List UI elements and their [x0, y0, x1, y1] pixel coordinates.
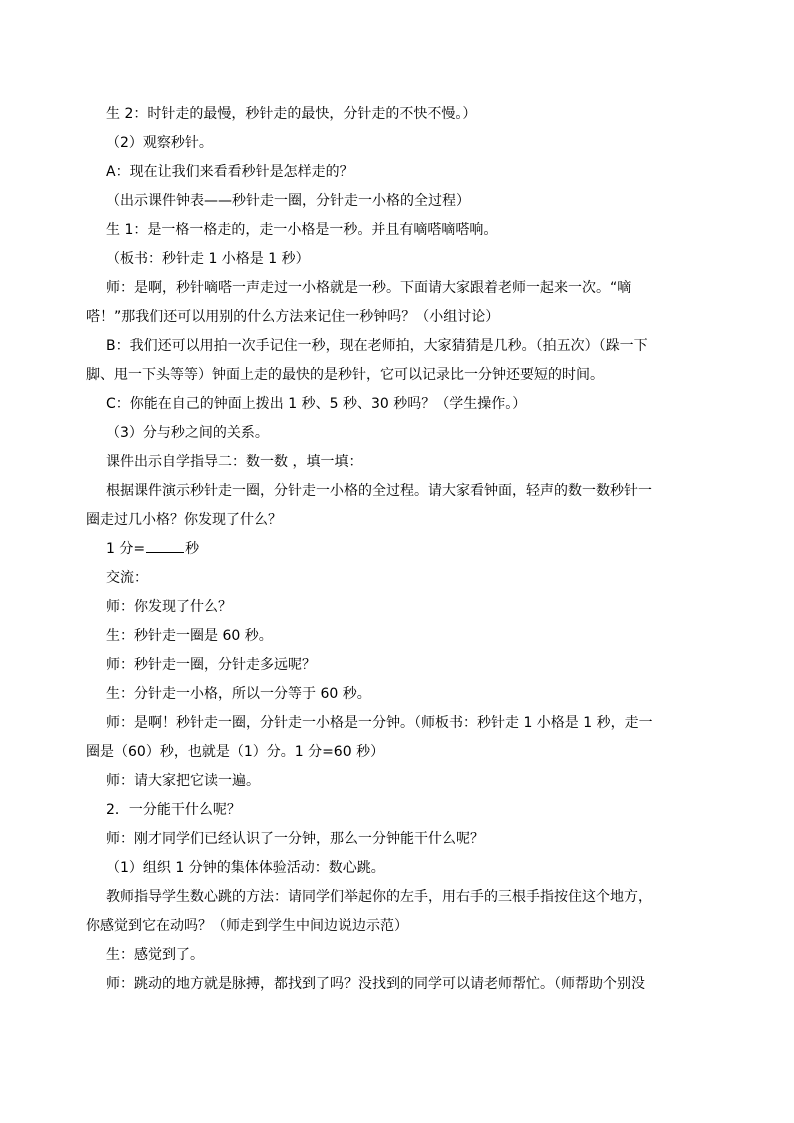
paragraph-section-c: C：你能在自己的钟面上拨出 1 秒、5 秒、30 秒吗？（学生操作。）: [106, 396, 527, 412]
paragraph-show-courseware: （出示课件钟表——秒针走一圈，分针走一小格的全过程）: [106, 193, 470, 209]
paragraph-heartbeat-method-line2: 你感觉到它在动吗？（师走到学生中间边说边示范）: [86, 918, 408, 934]
paragraph-minute-second-relation: （3）分与秒之间的关系。: [106, 425, 269, 441]
fill-blank-prefix: 1 分=: [106, 541, 146, 557]
paragraph-teacher-tick-line1: 师：是啊，秒针嘀嗒一声走过一小格就是一秒。下面请大家跟着老师一起来一次。“嘀: [106, 280, 632, 296]
paragraph-teacher-pulse: 师：跳动的地方就是脉搏，都找到了吗？没找到的同学可以请老师帮忙。（师帮助个别没: [106, 976, 645, 992]
paragraph-student2-answer: 生 2：时针走的最慢，秒针走的最快，分针走的不快不慢。）: [106, 106, 477, 122]
paragraph-heading-one-minute: 2．一分能干什么呢？: [106, 802, 241, 818]
paragraph-teacher-board-line1: 师：是啊！秒针走一圈，分针走一小格是一分钟。（师板书：秒针走 1 小格是 1 秒，走一: [106, 715, 653, 731]
paragraph-section-b-line2: 脚、甩一下头等等）钟面上走的最快的是秒针，它可以记录比一分钟还要短的时间。: [86, 367, 604, 383]
paragraph-exchange: 交流：: [106, 570, 148, 586]
paragraph-demo-line2: 圈走过几小格？你发现了什么？: [86, 512, 282, 528]
paragraph-heartbeat-method-line1: 教师指导学生数心跳的方法：请同学们举起你的左手，用右手的三根手指按住这个地方，: [106, 889, 652, 905]
paragraph-self-study-guide: 课件出示自学指导二：数一数 ，填一填：: [106, 454, 363, 470]
paragraph-student-felt: 生：感觉到了。: [106, 947, 204, 963]
paragraph-read-aloud: 师：请大家把它读一遍。: [106, 773, 260, 789]
paragraph-demo-line1: 根据课件演示秒针走一圈，分针走一小格的全过程。请大家看钟面，轻声的数一数秒针一: [106, 483, 652, 499]
fill-blank-suffix: 秒: [185, 541, 200, 557]
paragraph-teacher-how-far: 师：秒针走一圈，分针走多远呢？: [106, 657, 316, 673]
paragraph-section-a: A：现在让我们来看看秒针是怎样走的？: [106, 164, 354, 180]
paragraph-teacher-tick-line2: 嗒！”那我们还可以用别的什么方法来记住一秒钟吗？（小组讨论）: [86, 309, 500, 325]
paragraph-student-one-minute: 生：分针走一小格，所以一分等于 60 秒。: [106, 686, 371, 702]
paragraph-heartbeat-activity: （1）组织 1 分钟的集体体验活动：数心跳。: [106, 860, 385, 876]
paragraph-board-note: （板书：秒针走 1 小格是 1 秒）: [106, 251, 310, 267]
paragraph-teacher-question: 师：你发现了什么？: [106, 599, 232, 615]
paragraph-teacher-one-minute: 师：刚才同学们已经认识了一分钟，那么一分钟能干什么呢？: [106, 831, 484, 847]
paragraph-section-b-line1: B：我们还可以用拍一次手记住一秒，现在老师拍，大家猜猜是几秒。（拍五次）（跺一下: [106, 338, 648, 354]
paragraph-teacher-board-line2: 圈是（60）秒，也就是（1）分。1 分=60 秒）: [86, 744, 385, 760]
paragraph-student1-answer: 生 1：是一格一格走的，走一小格是一秒。并且有嘀嗒嘀嗒响。: [106, 222, 498, 238]
document-body: [86, 100, 732, 999]
paragraph-fill-blank: [106, 535, 732, 564]
fill-blank-line: [146, 538, 184, 553]
paragraph-observe-second-hand: （2）观察秒针。: [106, 135, 213, 151]
paragraph-student-60-seconds: 生：秒针走一圈是 60 秒。: [106, 628, 273, 644]
